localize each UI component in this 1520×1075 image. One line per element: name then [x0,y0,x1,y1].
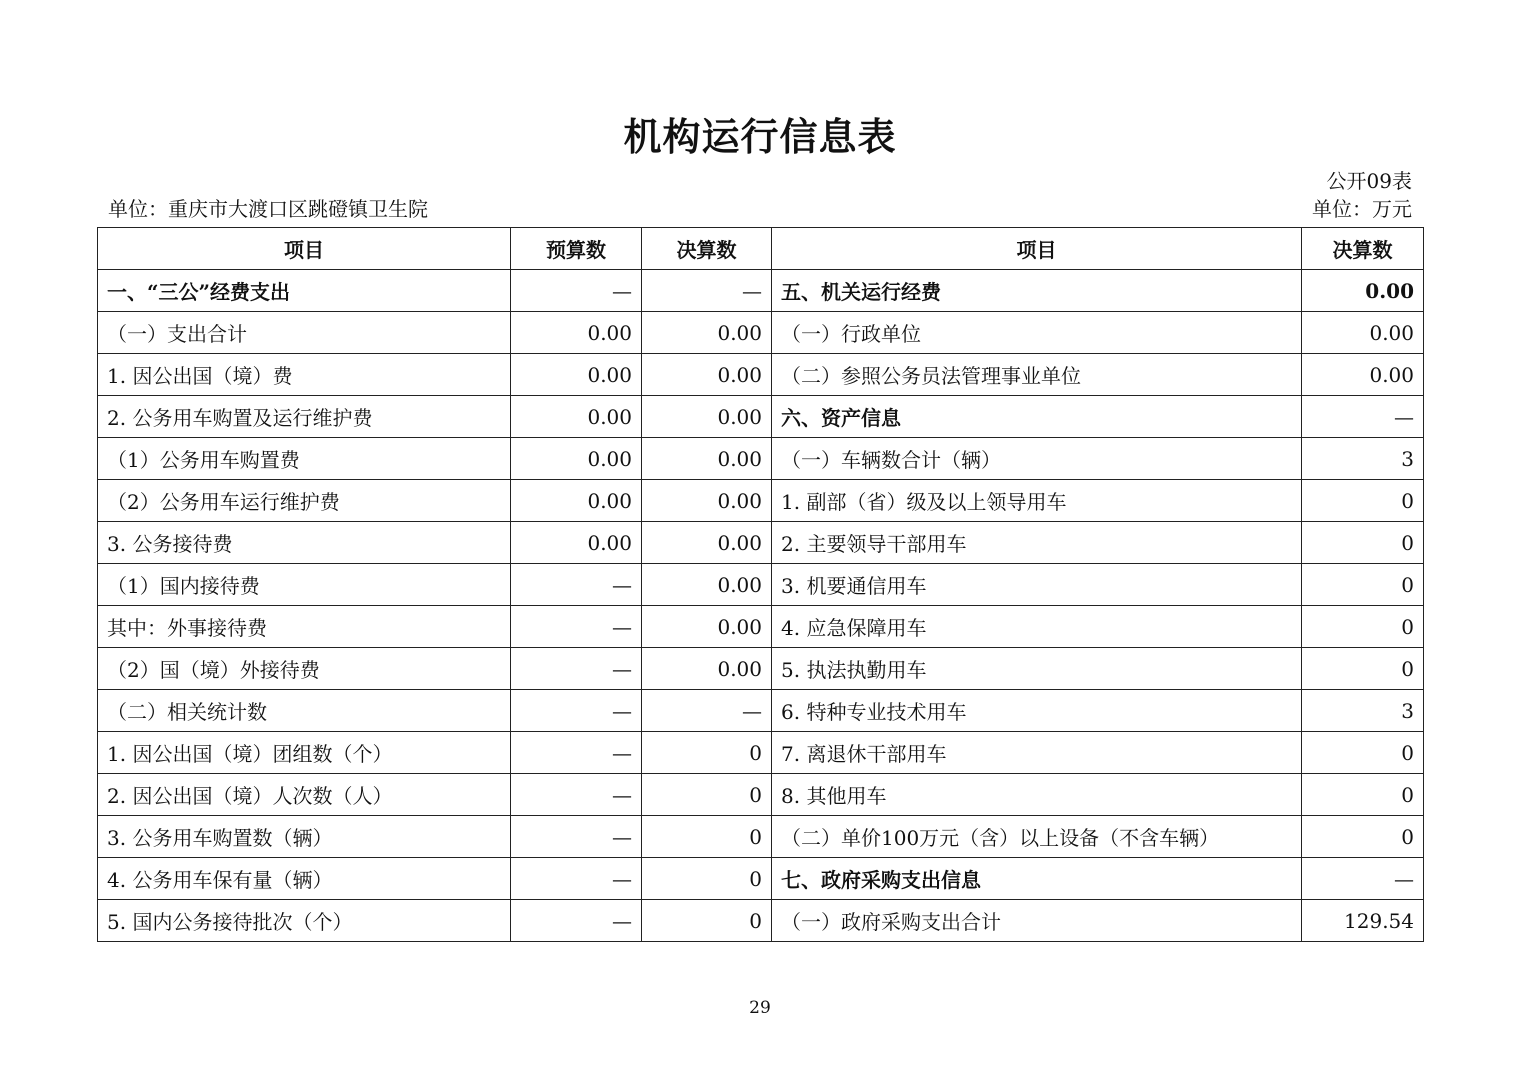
row-budget: 0.00 [511,354,642,396]
row-value-right: — [1302,396,1424,438]
row-final: 0.00 [642,354,772,396]
row-final: — [642,690,772,732]
row-label-right: （一）政府采购支出合计 [772,900,1302,942]
table-header-row [98,228,1424,270]
row-final: — [642,270,772,312]
row-label-right: （一）行政单位 [772,312,1302,354]
row-label-left: 5. 国内公务接待批次（个） [98,900,511,942]
table-row [98,816,1424,858]
row-budget: — [511,816,642,858]
row-label-left: （2）公务用车运行维护费 [98,480,511,522]
row-label-right: 五、机关运行经费 [772,270,1302,312]
row-label-left: 一、“三公”经费支出 [98,270,511,312]
header-item-left: 项目 [98,228,511,270]
row-value-right: 129.54 [1302,900,1424,942]
row-label-right: （一）车辆数合计（辆） [772,438,1302,480]
row-label-left: 4. 公务用车保有量（辆） [98,858,511,900]
header-budget: 预算数 [511,228,642,270]
row-final: 0.00 [642,648,772,690]
table-row [98,270,1424,312]
table-row [98,648,1424,690]
row-value-right: 0.00 [1302,270,1424,312]
row-label-left: 1. 因公出国（境）费 [98,354,511,396]
row-label-right: 3. 机要通信用车 [772,564,1302,606]
header-final: 决算数 [642,228,772,270]
page-title: 机构运行信息表 [623,115,897,159]
row-final: 0 [642,732,772,774]
row-final: 0 [642,900,772,942]
row-final: 0 [642,858,772,900]
currency-unit: 单位：万元 [1312,197,1412,221]
row-label-right: （二）单价100万元（含）以上设备（不含车辆） [772,816,1302,858]
row-label-left: 2. 公务用车购置及运行维护费 [98,396,511,438]
header-final-right: 决算数 [1302,228,1424,270]
row-budget: — [511,858,642,900]
row-label-left: （二）相关统计数 [98,690,511,732]
row-budget: 0.00 [511,438,642,480]
row-label-left: 3. 公务用车购置数（辆） [98,816,511,858]
table-row [98,522,1424,564]
row-label-left: 其中：外事接待费 [98,606,511,648]
row-value-right: — [1302,858,1424,900]
table-row [98,900,1424,942]
row-value-right: 0 [1302,522,1424,564]
row-label-left: （1）公务用车购置费 [98,438,511,480]
row-value-right: 0 [1302,564,1424,606]
row-budget: — [511,690,642,732]
row-label-right: 六、资产信息 [772,396,1302,438]
row-value-right: 0 [1302,606,1424,648]
row-budget: — [511,564,642,606]
row-final: 0.00 [642,606,772,648]
row-label-right: 4. 应急保障用车 [772,606,1302,648]
table-row [98,606,1424,648]
row-label-right: 七、政府采购支出信息 [772,858,1302,900]
table-row [98,312,1424,354]
table-row [98,858,1424,900]
row-value-right: 0 [1302,816,1424,858]
table-row [98,438,1424,480]
row-label-right: （二）参照公务员法管理事业单位 [772,354,1302,396]
row-budget: — [511,732,642,774]
row-value-right: 0 [1302,480,1424,522]
row-value-right: 3 [1302,690,1424,732]
row-label-left: 2. 因公出国（境）人次数（人） [98,774,511,816]
row-budget: — [511,774,642,816]
form-number: 公开09表 [1326,169,1412,193]
row-budget: 0.00 [511,480,642,522]
row-final: 0.00 [642,522,772,564]
row-budget: — [511,270,642,312]
page-number: 29 [749,998,771,1018]
row-value-right: 0 [1302,648,1424,690]
row-label-right: 6. 特种专业技术用车 [772,690,1302,732]
header-item-right: 项目 [772,228,1302,270]
table-row [98,732,1424,774]
row-label-right: 1. 副部（省）级及以上领导用车 [772,480,1302,522]
row-label-left: （2）国（境）外接待费 [98,648,511,690]
row-label-left: 3. 公务接待费 [98,522,511,564]
row-label-right: 2. 主要领导干部用车 [772,522,1302,564]
row-final: 0.00 [642,396,772,438]
row-label-left: 1. 因公出国（境）团组数（个） [98,732,511,774]
table-row [98,774,1424,816]
row-label-right: 8. 其他用车 [772,774,1302,816]
table-row [98,690,1424,732]
row-final: 0.00 [642,564,772,606]
row-value-right: 0 [1302,732,1424,774]
row-budget: — [511,648,642,690]
row-final: 0 [642,816,772,858]
row-budget: 0.00 [511,396,642,438]
table-row [98,564,1424,606]
row-budget: 0.00 [511,312,642,354]
row-final: 0.00 [642,312,772,354]
row-label-left: （1）国内接待费 [98,564,511,606]
row-label-right: 7. 离退休干部用车 [772,732,1302,774]
row-value-right: 0 [1302,774,1424,816]
organization-unit: 单位：重庆市大渡口区跳磴镇卫生院 [108,197,428,221]
row-value-right: 0.00 [1302,354,1424,396]
row-final: 0.00 [642,438,772,480]
row-label-left: （一）支出合计 [98,312,511,354]
table-row [98,480,1424,522]
info-table [97,227,1424,942]
table-row [98,354,1424,396]
row-label-right: 5. 执法执勤用车 [772,648,1302,690]
row-value-right: 3 [1302,438,1424,480]
row-budget: — [511,900,642,942]
row-final: 0.00 [642,480,772,522]
table-row [98,396,1424,438]
row-value-right: 0.00 [1302,312,1424,354]
row-budget: 0.00 [511,522,642,564]
row-budget: — [511,606,642,648]
row-final: 0 [642,774,772,816]
